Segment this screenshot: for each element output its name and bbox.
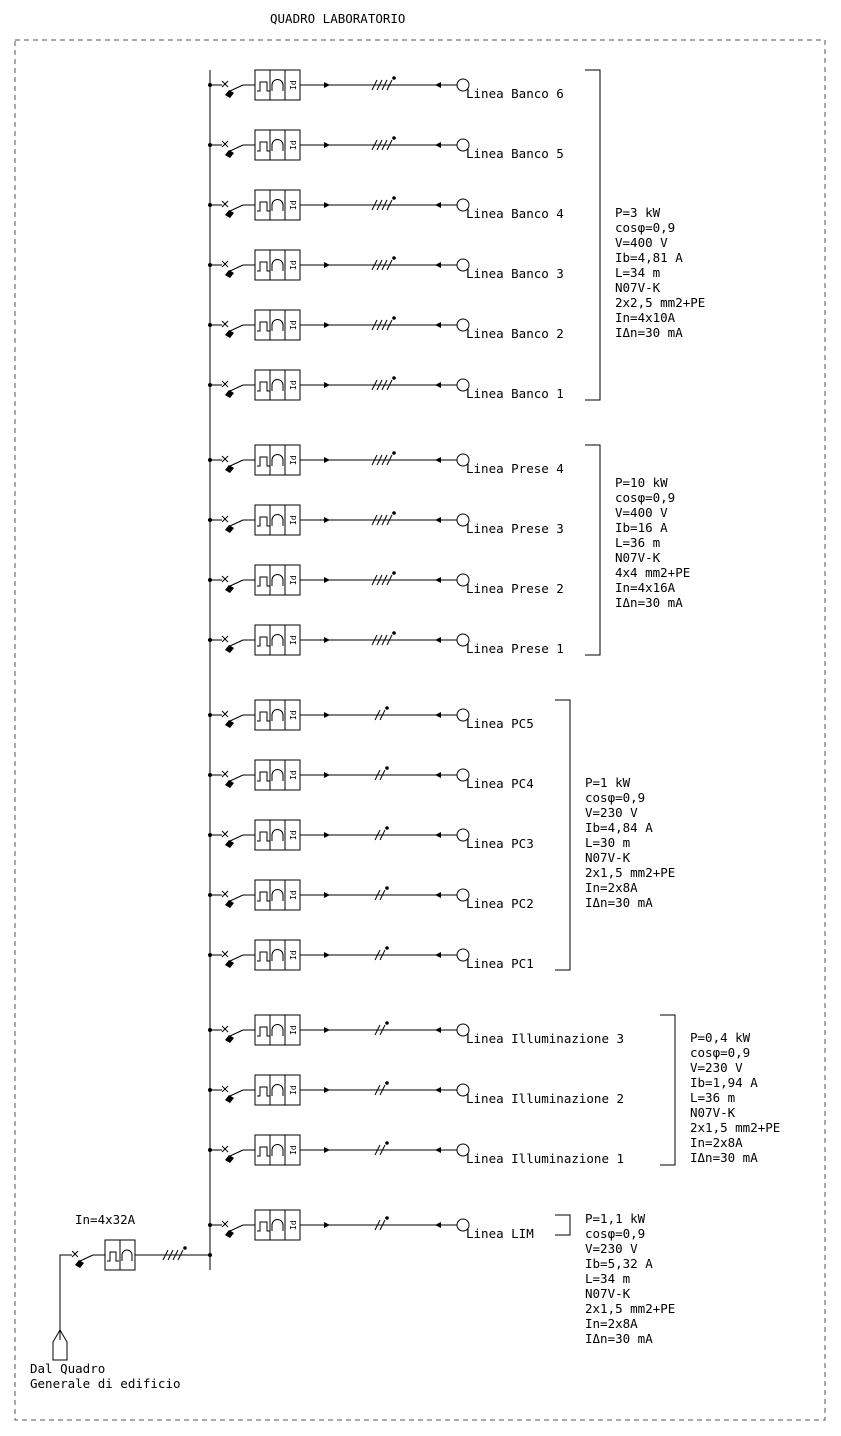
- arrow-right-icon: [324, 382, 330, 388]
- arrow-right-icon: [324, 457, 330, 463]
- conductor-count-marks: [372, 376, 396, 390]
- circuit-row: [208, 130, 564, 161]
- circuit-label: Linea Banco 6: [466, 86, 564, 101]
- outgoing-circuits: [208, 70, 780, 1346]
- thermal-trip-icon: [257, 457, 270, 466]
- arrow-right-icon: [324, 952, 330, 958]
- arrow-left-icon: [435, 712, 441, 718]
- spec-line: P=0,4 kW: [690, 1030, 751, 1045]
- breaker-block: [255, 760, 300, 790]
- conductor-count-marks: [372, 76, 396, 90]
- switch-symbol: [210, 516, 255, 533]
- magnetic-trip-icon: [272, 1145, 283, 1157]
- spec-line: Ib=5,32 A: [585, 1256, 653, 1271]
- circuit-label: Linea Banco 1: [466, 386, 564, 401]
- magnetic-trip-icon: [272, 455, 283, 466]
- circuit-row: [208, 1210, 534, 1241]
- spec-line: In=2x8A: [585, 880, 638, 895]
- panel-enclosure-border: [15, 40, 825, 1420]
- differential-trip-icon: Id: [289, 1025, 298, 1035]
- thermal-trip-icon: [257, 892, 270, 901]
- conductor-count-marks: [372, 196, 396, 210]
- magnetic-trip-icon: [272, 80, 283, 92]
- circuit-row: [208, 1075, 624, 1106]
- circuit-label: Linea Prese 3: [466, 521, 564, 536]
- differential-trip-icon: Id: [289, 770, 298, 780]
- spec-line: V=230 V: [690, 1060, 743, 1075]
- switch-symbol: [210, 576, 255, 593]
- circuit-row: [208, 1015, 624, 1046]
- spec-line: L=34 m: [585, 1271, 631, 1286]
- circuit-label: Linea Prese 1: [466, 641, 564, 656]
- breaker-block: [255, 310, 300, 340]
- arrow-right-icon: [324, 772, 330, 778]
- circuit-row: [208, 190, 564, 221]
- switch-symbol: [210, 891, 255, 908]
- differential-trip-icon: Id: [289, 80, 298, 90]
- spec-line: L=30 m: [585, 835, 631, 850]
- magnetic-trip-icon: [272, 140, 283, 151]
- thermal-trip-icon: [257, 1027, 270, 1036]
- spec-line: In=2x8A: [585, 1316, 638, 1331]
- circuit-row: [208, 625, 564, 656]
- arrow-left-icon: [435, 82, 441, 88]
- circuit-row: [208, 70, 564, 101]
- spec-line: In=4x16A: [615, 580, 676, 595]
- arrow-left-icon: [435, 262, 441, 268]
- arrow-left-icon: [435, 517, 441, 523]
- breaker-block: [255, 880, 300, 910]
- circuit-label: Linea PC4: [466, 776, 534, 791]
- breaker-block: [255, 1015, 300, 1045]
- spec-line: 2x1,5 mm2+PE: [585, 865, 676, 880]
- thermal-trip-icon: [257, 952, 270, 961]
- switch-symbol: [210, 81, 255, 98]
- differential-trip-icon: Id: [289, 380, 298, 390]
- magnetic-trip-icon: [272, 770, 283, 782]
- arrow-left-icon: [435, 1147, 441, 1153]
- magnetic-trip-icon: [272, 890, 283, 901]
- magnetic-trip-icon: [272, 950, 283, 962]
- arrow-right-icon: [324, 892, 330, 898]
- conductor-count-marks: [375, 1141, 389, 1155]
- arrow-right-icon: [324, 577, 330, 583]
- arrow-right-icon: [324, 262, 330, 268]
- group-specs: [585, 1211, 675, 1346]
- arrow-left-icon: [435, 382, 441, 388]
- spec-line: Ib=4,81 A: [615, 250, 683, 265]
- magnetic-trip-icon: [272, 575, 283, 586]
- spec-line: In=2x8A: [690, 1135, 743, 1150]
- magnetic-trip-icon: [272, 1025, 283, 1037]
- circuit-label: Linea PC3: [466, 836, 534, 851]
- circuit-label: Linea Banco 3: [466, 266, 564, 281]
- spec-line: cosφ=0,9: [690, 1045, 751, 1060]
- spec-line: 2x2,5 mm2+PE: [615, 295, 706, 310]
- differential-trip-icon: Id: [289, 575, 298, 585]
- spec-line: cosφ=0,9: [615, 220, 676, 235]
- thermal-trip-icon: [257, 142, 270, 151]
- thermal-trip-icon: [257, 772, 270, 781]
- arrow-right-icon: [324, 202, 330, 208]
- conductor-count-marks: [372, 256, 396, 270]
- conductor-count-marks: [372, 631, 396, 645]
- switch-symbol: [210, 711, 255, 728]
- magnetic-trip-icon: [272, 1085, 283, 1097]
- spec-line: V=230 V: [585, 805, 638, 820]
- breaker-block: [255, 190, 300, 220]
- spec-line: V=230 V: [585, 1241, 638, 1256]
- conductor-count-marks: [372, 316, 396, 330]
- differential-trip-icon: Id: [289, 890, 298, 900]
- switch-symbol: [210, 1221, 255, 1238]
- switch-symbol: [210, 1146, 255, 1163]
- circuit-row: [208, 1135, 624, 1166]
- differential-trip-icon: Id: [289, 950, 298, 960]
- group-bracket: [555, 700, 570, 970]
- breaker-block: [255, 1075, 300, 1105]
- circuit-row: [208, 250, 564, 281]
- arrow-left-icon: [435, 322, 441, 328]
- arrow-right-icon: [324, 1222, 330, 1228]
- differential-trip-icon: Id: [289, 1085, 298, 1095]
- switch-symbol: [210, 381, 255, 398]
- switch-symbol: [210, 771, 255, 788]
- thermal-trip-icon: [257, 82, 270, 91]
- breaker-block: [255, 1210, 300, 1240]
- breaker-block: [255, 370, 300, 400]
- conductor-count-marks: [375, 1081, 389, 1095]
- spec-line: P=3 kW: [615, 205, 661, 220]
- circuit-label: Linea Banco 4: [466, 206, 564, 221]
- switch-symbol: [210, 831, 255, 848]
- differential-trip-icon: Id: [289, 830, 298, 840]
- switch-symbol: [210, 456, 255, 473]
- group-specs: [585, 775, 675, 910]
- switch-symbol: [210, 321, 255, 338]
- spec-line: L=36 m: [690, 1090, 736, 1105]
- circuit-label: Linea Banco 2: [466, 326, 564, 341]
- spec-line: N07V-K: [615, 550, 661, 565]
- arrow-left-icon: [435, 457, 441, 463]
- conductor-count-marks: [375, 826, 389, 840]
- spec-line: V=400 V: [615, 505, 668, 520]
- source-label-line2: Generale di edificio: [30, 1376, 181, 1391]
- arrow-left-icon: [435, 1087, 441, 1093]
- arrow-left-icon: [435, 892, 441, 898]
- breaker-block: [255, 445, 300, 475]
- spec-line: IΔn=30 mA: [585, 895, 653, 910]
- differential-trip-icon: Id: [289, 455, 298, 465]
- breaker-block: [255, 505, 300, 535]
- conductor-count-marks: [375, 766, 389, 780]
- breaker-block: [255, 130, 300, 160]
- circuit-row: [208, 760, 534, 791]
- spec-line: 2x1,5 mm2+PE: [690, 1120, 781, 1135]
- differential-trip-icon: Id: [289, 710, 298, 720]
- circuit-row: [208, 940, 534, 971]
- arrow-right-icon: [324, 637, 330, 643]
- source-label-line1: Dal Quadro: [30, 1361, 106, 1376]
- circuit-row: [208, 700, 534, 731]
- spec-line: N07V-K: [690, 1105, 736, 1120]
- magnetic-trip-icon: [272, 380, 283, 392]
- arrow-right-icon: [324, 1147, 330, 1153]
- conductor-count-marks: [375, 886, 389, 900]
- circuit-label: Linea PC2: [466, 896, 534, 911]
- spec-line: cosφ=0,9: [615, 490, 676, 505]
- spec-line: N07V-K: [615, 280, 661, 295]
- incoming-feeder: [30, 1212, 212, 1391]
- thermal-trip-icon: [257, 577, 270, 586]
- group-bracket: [585, 445, 600, 655]
- magnetic-trip-icon: [272, 710, 283, 722]
- thermal-trip-icon: [257, 1087, 270, 1096]
- thermal-trip-icon: [257, 202, 270, 211]
- magnetic-trip-icon: [272, 515, 283, 527]
- breaker-block: [255, 940, 300, 970]
- arrow-left-icon: [435, 577, 441, 583]
- differential-trip-icon: Id: [289, 260, 298, 270]
- differential-trip-icon: Id: [289, 1145, 298, 1155]
- thermal-trip-icon: [257, 1222, 270, 1231]
- spec-line: Ib=16 A: [615, 520, 668, 535]
- differential-trip-icon: Id: [289, 515, 298, 525]
- arrow-right-icon: [324, 1027, 330, 1033]
- switch-symbol: [210, 1086, 255, 1103]
- conductor-count-marks: [372, 136, 396, 150]
- differential-trip-icon: Id: [289, 635, 298, 645]
- circuit-row: [208, 445, 564, 476]
- conductor-count-marks: [375, 706, 389, 720]
- switch-symbol: [210, 951, 255, 968]
- arrow-left-icon: [435, 772, 441, 778]
- switch-symbol: [210, 636, 255, 653]
- group-specs: [690, 1030, 780, 1165]
- group-specs: [615, 205, 705, 340]
- busbar-junction-dot: [208, 1253, 212, 1257]
- conductor-count-marks: [372, 511, 396, 525]
- feeder-cable: [60, 1255, 72, 1340]
- circuit-label: Linea Banco 5: [466, 146, 564, 161]
- group-bracket: [585, 70, 600, 400]
- arrow-left-icon: [435, 952, 441, 958]
- switch-symbol: [210, 1026, 255, 1043]
- arrow-right-icon: [324, 322, 330, 328]
- spec-line: N07V-K: [585, 850, 631, 865]
- conductor-count-marks: [372, 571, 396, 585]
- breaker-block: [255, 820, 300, 850]
- group-bracket: [660, 1015, 675, 1165]
- switch-symbol: [210, 201, 255, 218]
- magnetic-trip-icon: [272, 1220, 283, 1232]
- conductor-count-marks: [375, 946, 389, 960]
- arrow-left-icon: [435, 1222, 441, 1228]
- arrow-left-icon: [435, 637, 441, 643]
- spec-line: IΔn=30 mA: [585, 1331, 653, 1346]
- thermal-trip-icon: [107, 1252, 119, 1261]
- spec-line: Ib=1,94 A: [690, 1075, 758, 1090]
- spec-line: P=10 kW: [615, 475, 668, 490]
- spec-line: IΔn=30 mA: [615, 325, 683, 340]
- differential-trip-icon: Id: [289, 320, 298, 330]
- arrow-right-icon: [324, 712, 330, 718]
- breaker-block: [255, 250, 300, 280]
- conductor-count-marks: [372, 451, 396, 465]
- switch-symbol: [210, 261, 255, 278]
- circuit-label: Linea PC1: [466, 956, 534, 971]
- thermal-trip-icon: [257, 382, 270, 391]
- thermal-trip-icon: [257, 1147, 270, 1156]
- circuit-label: Linea Prese 2: [466, 581, 564, 596]
- arrow-right-icon: [324, 82, 330, 88]
- spec-line: Ib=4,84 A: [585, 820, 653, 835]
- spec-line: IΔn=30 mA: [690, 1150, 758, 1165]
- spec-line: 4x4 mm2+PE: [615, 565, 691, 580]
- circuit-row: [208, 505, 564, 536]
- thermal-trip-icon: [257, 262, 270, 271]
- arrow-right-icon: [324, 517, 330, 523]
- breaker-block: [255, 700, 300, 730]
- arrow-left-icon: [435, 1027, 441, 1033]
- spec-line: cosφ=0,9: [585, 1226, 646, 1241]
- spec-line: In=4x10A: [615, 310, 676, 325]
- magnetic-trip-icon: [272, 320, 283, 332]
- conductor-count-marks: [375, 1021, 389, 1035]
- magnetic-trip-icon: [272, 635, 283, 647]
- magnetic-trip-icon: [122, 1250, 132, 1261]
- arrow-left-icon: [435, 202, 441, 208]
- thermal-trip-icon: [257, 322, 270, 331]
- conductor-count-marks: [375, 1216, 389, 1230]
- circuit-row: [208, 310, 564, 341]
- circuit-label: Linea Illuminazione 2: [466, 1091, 625, 1106]
- thermal-trip-icon: [257, 832, 270, 841]
- breaker-block: [255, 1135, 300, 1165]
- circuit-row: [208, 880, 534, 911]
- magnetic-trip-icon: [272, 200, 283, 212]
- spec-line: P=1,1 kW: [585, 1211, 646, 1226]
- group-specs: [615, 475, 690, 610]
- arrow-right-icon: [324, 1087, 330, 1093]
- circuit-label: Linea Illuminazione 3: [466, 1031, 625, 1046]
- panel-title: QUADRO LABORATORIO: [270, 11, 406, 26]
- differential-trip-icon: Id: [289, 200, 298, 210]
- circuit-row: [208, 565, 564, 596]
- feeder-rating: In=4x32A: [75, 1212, 136, 1227]
- breaker-block: [255, 625, 300, 655]
- arrow-right-icon: [324, 142, 330, 148]
- circuit-label: Linea Illuminazione 1: [466, 1151, 625, 1166]
- circuit-label: Linea PC5: [466, 716, 534, 731]
- differential-trip-icon: Id: [289, 1220, 298, 1230]
- feeder-switch-blade: [80, 1255, 93, 1261]
- differential-trip-icon: Id: [289, 140, 298, 150]
- spec-line: P=1 kW: [585, 775, 631, 790]
- group-bracket: [555, 1215, 570, 1235]
- magnetic-trip-icon: [272, 830, 283, 841]
- spec-line: L=34 m: [615, 265, 661, 280]
- breaker-block: [255, 70, 300, 100]
- circuit-label: Linea Prese 4: [466, 461, 564, 476]
- thermal-trip-icon: [257, 712, 270, 721]
- spec-line: V=400 V: [615, 235, 668, 250]
- arrow-right-icon: [324, 832, 330, 838]
- breaker-block: [255, 565, 300, 595]
- arrow-left-icon: [435, 832, 441, 838]
- magnetic-trip-icon: [272, 260, 283, 272]
- spec-line: N07V-K: [585, 1286, 631, 1301]
- thermal-trip-icon: [257, 637, 270, 646]
- switch-symbol: [210, 141, 255, 158]
- spec-line: 2x1,5 mm2+PE: [585, 1301, 676, 1316]
- spec-line: L=36 m: [615, 535, 661, 550]
- arrow-left-icon: [435, 142, 441, 148]
- spec-line: IΔn=30 mA: [615, 595, 683, 610]
- circuit-row: [208, 370, 564, 401]
- circuit-label: Linea LIM: [466, 1226, 534, 1241]
- spec-line: cosφ=0,9: [585, 790, 646, 805]
- thermal-trip-icon: [257, 517, 270, 526]
- circuit-row: [208, 820, 534, 851]
